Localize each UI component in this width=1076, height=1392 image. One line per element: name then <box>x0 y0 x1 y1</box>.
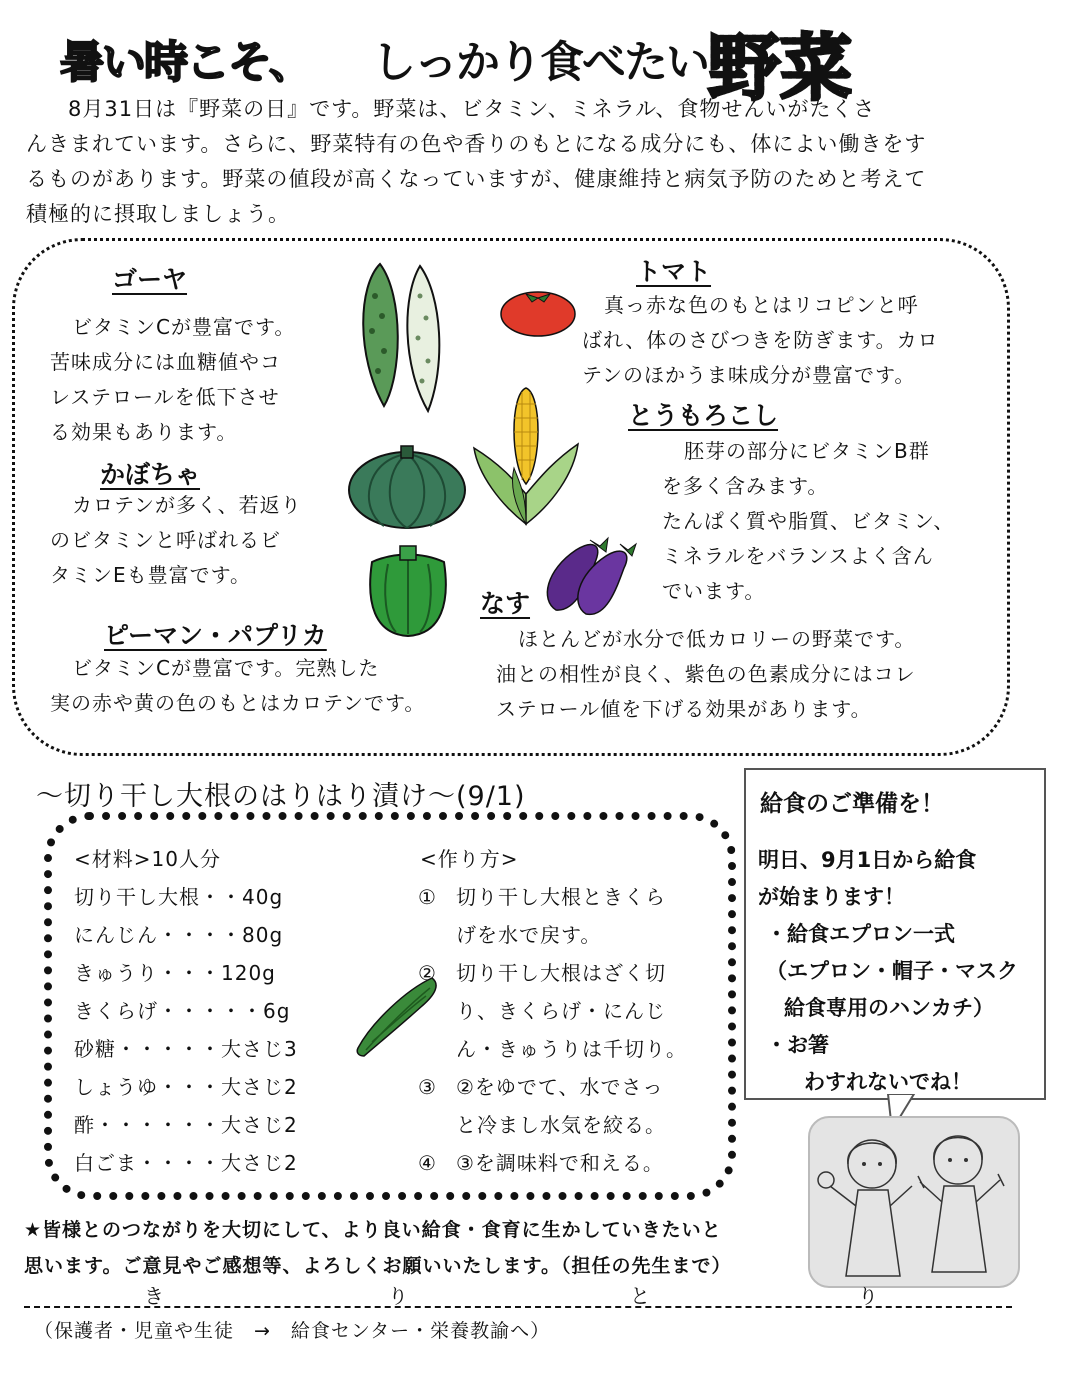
corn-line: 胚芽の部分にビタミンB群 <box>684 439 930 463</box>
goya-heading: ゴーヤ <box>112 265 188 294</box>
tomato-icon <box>498 284 578 338</box>
step-number: ② <box>418 961 437 985</box>
nasu-line: ほとんどが水分で低カロリーの野菜です。 <box>518 627 916 651</box>
piman-icon <box>362 542 454 640</box>
callout-body <box>758 842 1044 1101</box>
ingredient-item: 白ごま・・・・大さじ2 <box>74 1151 298 1175</box>
step-item <box>418 954 708 1068</box>
title-part2: しっかり食べたい <box>372 37 708 88</box>
kabocha-line: のビタミンと呼ばれるビ <box>50 528 281 552</box>
goya-line: る効果もあります。 <box>50 420 238 444</box>
goya-text <box>50 310 340 450</box>
tomato-line: ばれ、体のさびつきを防ぎます。カロ <box>582 328 939 352</box>
callout-line: 給食専用のハンカチ） <box>784 996 994 1020</box>
ingredient-item: 酢・・・・・・大さじ2 <box>74 1113 298 1137</box>
step-line: ②をゆでて、水でさっ <box>456 1075 664 1099</box>
title-part3: 野菜 <box>708 10 852 114</box>
goya-line: ビタミンCが豊富です。 <box>72 315 296 339</box>
callout-line: わすれないでね！ <box>804 1070 972 1094</box>
tomato-text <box>582 288 982 393</box>
piman-line: 実の赤や黄の色のもとはカロテンです。 <box>50 691 426 715</box>
tomato-line: テンのほかうま味成分が豊富です。 <box>582 363 916 387</box>
kabocha-heading: かぼちゃ <box>100 460 201 489</box>
intro-line: 積極的に摂取しましょう。 <box>26 202 290 226</box>
corn-heading: とうもろこし <box>628 401 779 430</box>
step-line: 切り干し大根ときくら <box>456 885 666 909</box>
ingredient-item: にんじん・・・・80g <box>74 923 284 947</box>
piman-line: ビタミンCが豊富です。完熟した <box>72 656 380 680</box>
cut-char: り <box>388 1284 408 1308</box>
callout-line: （エプロン・帽子・マスク <box>766 959 1018 983</box>
piman-heading: ピーマン・パプリカ <box>104 621 327 650</box>
school-lunch-callout <box>744 768 1046 1100</box>
callout-line: ・お箸 <box>766 1033 829 1057</box>
title-part1: 暑い時こそ、 <box>60 37 312 88</box>
step-number: ④ <box>418 1151 437 1175</box>
corn-line: たんぱく質や脂質、ビタミン、 <box>662 509 955 533</box>
intro-text <box>26 92 1026 232</box>
callout-line: ・給食エプロン一式 <box>766 922 955 946</box>
nasu-line: ステロール値を下げる効果があります。 <box>496 697 872 721</box>
ingredient-item: きくらげ・・・・・6g <box>74 999 291 1023</box>
step-item <box>418 1144 708 1182</box>
callout-line: 明日、9月1日から給食 <box>758 848 977 872</box>
cut-char: り <box>858 1284 878 1308</box>
callout-line: が始まります！ <box>758 885 905 909</box>
ingredient-item: きゅうり・・・120g <box>74 961 276 985</box>
eggplant-icon <box>536 520 640 620</box>
corn-icon <box>470 384 582 528</box>
step-line: ん・きゅうりは千切り。 <box>456 1037 687 1061</box>
recipe-title: 〜切り干し大根のはりはり漬け〜(9/1) <box>36 781 526 812</box>
step-line: と冷まし水気を絞る。 <box>456 1113 666 1137</box>
goya-line: レステロールを低下させ <box>50 385 280 409</box>
submission-note: （保護者・児童や生徒 → 給食センター・栄養教諭へ） <box>34 1320 551 1342</box>
kabocha-text <box>50 488 340 593</box>
step-number: ③ <box>418 1075 437 1099</box>
nasu-line: 油との相性が良く、紫色の色素成分にはコレ <box>496 662 916 686</box>
kabocha-line: カロテンが多く、若返り <box>72 493 302 517</box>
step-number: ① <box>418 885 437 909</box>
intro-line: るものがあります。野菜の値段が高くなっていますが、健康維持と病気予防のためと考えて <box>26 167 927 191</box>
cut-char: と <box>630 1284 650 1308</box>
tomato-heading: トマト <box>636 257 712 286</box>
steps-list <box>418 878 708 1182</box>
step-line: り、きくらげ・にんじ <box>456 999 666 1023</box>
tomato-line: 真っ赤な色のもとはリコピンと呼 <box>604 293 919 317</box>
ingredient-item: 切り干し大根・・40g <box>74 885 284 909</box>
step-item <box>418 1068 708 1144</box>
children-illustration <box>808 1116 1020 1288</box>
step-line: げを水で戻す。 <box>456 923 602 947</box>
corn-line: を多く含みます。 <box>662 474 829 498</box>
nasu-text <box>496 622 966 727</box>
kabocha-line: タミンEも豊富です。 <box>50 563 252 587</box>
goya-icon <box>350 256 450 416</box>
intro-line: んきまれています。さらに、野菜特有の色や香りのもとになる成分にも、体によい働きをす <box>26 132 927 156</box>
feedback-text <box>24 1212 814 1284</box>
ingredients-list <box>74 840 354 1182</box>
kabocha-icon <box>344 440 470 532</box>
nasu-heading: なす <box>480 589 531 618</box>
step-line: 切り干し大根はざく切 <box>456 961 666 985</box>
piman-text <box>50 651 470 721</box>
feedback-line: ★皆様とのつながりを大切にして、より良い給食・食育に生かしていきたいと <box>24 1219 722 1241</box>
ingredients-header: <材料>10人分 <box>74 847 221 871</box>
ingredient-item: 砂糖・・・・・大さじ3 <box>74 1037 298 1061</box>
step-line: ③を調味料で和える。 <box>456 1151 664 1175</box>
ingredient-item: しょうゆ・・・大さじ2 <box>74 1075 298 1099</box>
goya-line: 苦味成分には血糖値やコ <box>50 350 281 374</box>
steps-header: <作り方> <box>420 847 519 871</box>
corn-line: でいます。 <box>662 579 766 603</box>
intro-line: 8月31日は『野菜の日』です。野菜は、ビタミン、ミネラル、食物せんいがたくさ <box>68 97 876 121</box>
step-item <box>418 878 708 954</box>
corn-text <box>662 434 992 609</box>
feedback-line: 思います。ご意見やご感想等、よろしくお願いいたします。（担任の先生まで） <box>24 1255 732 1277</box>
cut-char: き <box>144 1284 164 1308</box>
callout-heading: 給食のご準備を！ <box>760 791 944 817</box>
corn-line: ミネラルをバランスよく含ん <box>662 544 934 568</box>
